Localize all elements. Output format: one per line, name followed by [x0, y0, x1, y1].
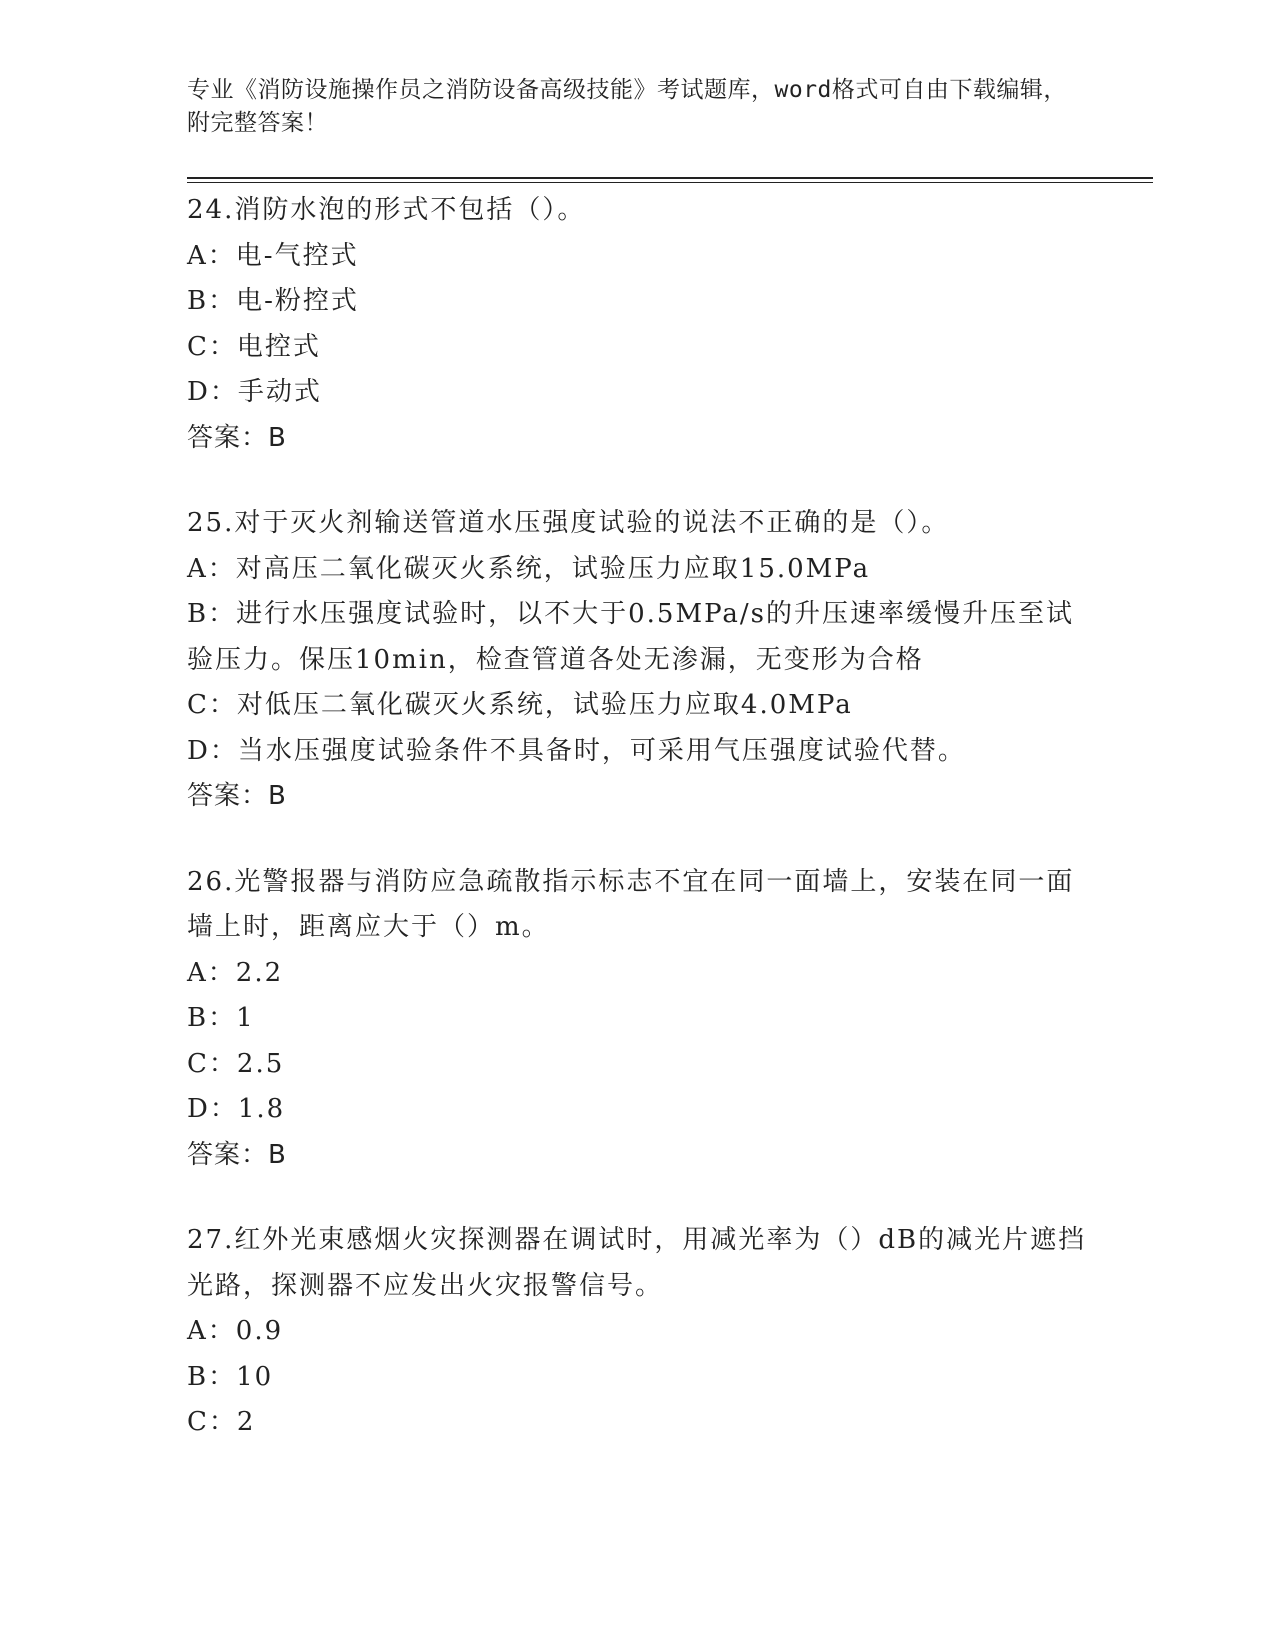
- header-divider-thick: [187, 177, 1153, 179]
- option-text: 对高压二氧化碳灭火系统，试验压力应取15.0MPa: [235, 553, 871, 584]
- option-text: 2.5: [236, 1048, 285, 1079]
- option-letter: C：: [187, 1048, 237, 1079]
- option-b: [187, 592, 1097, 683]
- option-letter: A：: [187, 957, 236, 988]
- option-letter: A：: [187, 240, 236, 271]
- question-stem: 27.红外光束感烟火灾探测器在调试时，用减光率为（）dB的减光片遮挡光路，探测器不应发出火灾报警信号。: [187, 1225, 1087, 1301]
- option-text: 2: [236, 1407, 256, 1437]
- option-a: [187, 1309, 1097, 1355]
- option-d: [187, 1087, 1097, 1133]
- option-b: [187, 996, 1097, 1042]
- option-text: 电-气控式: [235, 240, 359, 271]
- answer-line: 答案：B: [187, 422, 287, 453]
- option-text: 0.9: [235, 1316, 284, 1346]
- option-d: [187, 370, 1097, 416]
- header-intro: 专业《消防设施操作员之消防设备高级技能》考试题库，word格式可自由下载编辑，附完整答案！: [187, 77, 1067, 136]
- option-text: 电-粉控式: [236, 286, 359, 316]
- option-d: [187, 729, 1097, 775]
- option-letter: B：: [187, 1361, 237, 1392]
- option-text: 1: [236, 1003, 255, 1033]
- option-a: [187, 951, 1097, 997]
- option-text: 进行水压强度试验时，以不大于0.5MPa/s的升压速率缓慢升压至试验压力。保压10min，检查管道各处无渗漏，无变形为合格: [187, 599, 1075, 675]
- option-letter: C：: [187, 1407, 237, 1437]
- option-c: [187, 1042, 1097, 1088]
- answer-line: 答案：B: [187, 781, 287, 811]
- option-text: 对低压二氧化碳灭火系统，试验压力应取4.0MPa: [236, 690, 853, 720]
- option-letter: B：: [187, 286, 237, 316]
- header-divider-thin: [187, 182, 1153, 183]
- option-b: [187, 279, 1097, 325]
- question-stem: 25.对于灭火剂输送管道水压强度试验的说法不正确的是（）。: [187, 508, 950, 538]
- option-a: [187, 234, 1097, 280]
- option-letter: D：: [187, 735, 238, 766]
- answer-line: 答案：B: [187, 1139, 287, 1170]
- question-26: [187, 860, 1097, 1179]
- document-header: [187, 74, 1067, 140]
- option-c: [187, 1400, 1097, 1446]
- question-24: [187, 188, 1097, 461]
- option-text: 10: [236, 1361, 274, 1392]
- option-b: [187, 1355, 1097, 1401]
- option-a: [187, 547, 1097, 593]
- option-text: 2.2: [235, 957, 284, 988]
- question-25: [187, 501, 1097, 820]
- option-text: 手动式: [237, 377, 322, 407]
- option-letter: A：: [187, 553, 236, 584]
- option-letter: B：: [187, 1003, 237, 1033]
- option-c: [187, 325, 1097, 371]
- option-text: 当水压强度试验条件不具备时，可采用气压强度试验代替。: [237, 735, 966, 766]
- question-list: [187, 188, 1097, 1486]
- option-letter: B：: [187, 599, 237, 629]
- option-text: 1.8: [237, 1094, 286, 1124]
- option-text: 电控式: [236, 331, 321, 362]
- option-c: [187, 683, 1097, 729]
- option-letter: C：: [187, 690, 237, 720]
- question-stem: 26.光警报器与消防应急疏散指示标志不宜在同一面墙上，安装在同一面墙上时，距离应大于（）m。: [187, 866, 1075, 942]
- option-letter: C：: [187, 331, 237, 362]
- question-27: [187, 1218, 1097, 1446]
- question-stem: 24.消防水泡的形式不包括（）。: [187, 195, 586, 225]
- option-letter: D：: [187, 1094, 238, 1124]
- option-letter: D：: [187, 377, 238, 407]
- option-letter: A：: [187, 1316, 236, 1346]
